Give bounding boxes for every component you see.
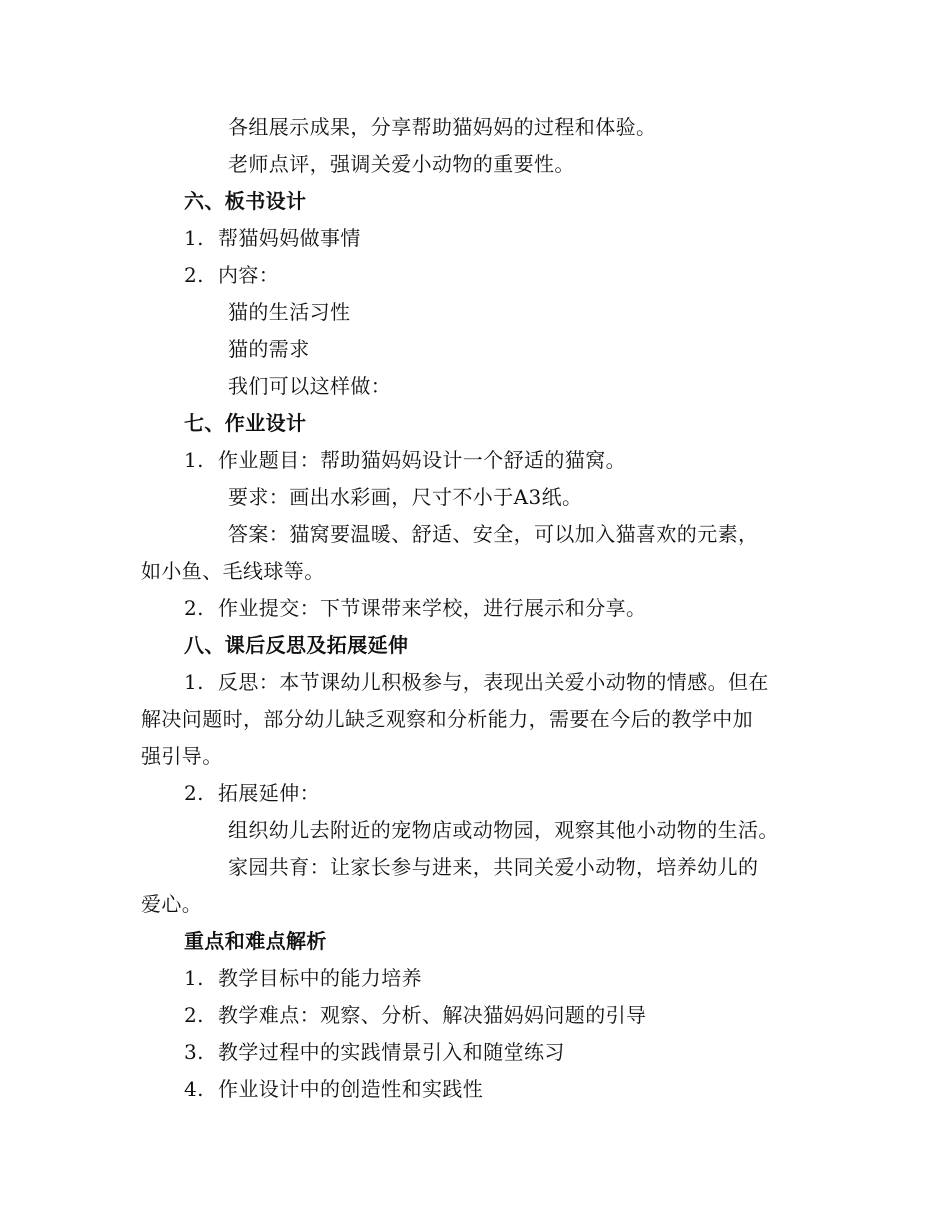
analysis-item-3: [184, 1038, 565, 1066]
list-number: 2.: [184, 1003, 204, 1027]
list-item-text: 作业提交：下节课带来学校，进行展示和分享。: [218, 596, 647, 620]
section-8-item-1-line-2: 解决问题时，部分幼儿缺乏观察和分析能力，需要在今后的教学中加: [141, 707, 753, 731]
list-item-text: 帮猫妈妈做事情: [218, 226, 361, 250]
list-item-text: 作业题目：帮助猫妈妈设计一个舒适的猫窝。: [218, 448, 626, 472]
section-6-sub-3: 我们可以这样做：: [228, 374, 392, 398]
list-item-text: 教学过程中的实践情景引入和随堂练习: [218, 1040, 565, 1064]
list-number: 4.: [184, 1077, 204, 1101]
list-number: 2.: [184, 781, 204, 805]
list-number: 2.: [184, 263, 204, 287]
list-item-text: 作业设计中的创造性和实践性: [218, 1077, 484, 1101]
section-8-item-1-line-3: 强引导。: [141, 744, 223, 768]
section-8-sub-2-line-2: 爱心。: [141, 892, 203, 916]
section-6-heading: 六、板书设计: [184, 189, 307, 213]
intro-line-1: 各组展示成果，分享帮助猫妈妈的过程和体验。: [228, 115, 657, 139]
list-item-text: 拓展延伸：: [218, 781, 320, 805]
list-number: 3.: [184, 1040, 204, 1064]
list-item-text: 教学难点：观察、分析、解决猫妈妈问题的引导: [218, 1003, 647, 1027]
intro-line-2: 老师点评，强调关爱小动物的重要性。: [228, 152, 575, 176]
list-item-text: 反思：本节课幼儿积极参与，表现出关爱小动物的情感。但在: [218, 670, 769, 694]
section-6-item-1: [184, 224, 361, 252]
list-number: 1.: [184, 966, 204, 990]
analysis-item-2: [184, 1001, 646, 1029]
section-7-heading: 七、作业设计: [184, 411, 307, 435]
list-number: 1.: [184, 448, 204, 472]
section-7-requirement: 要求：画出水彩画，尺寸不小于A3纸。: [228, 485, 583, 509]
section-7-answer-line-2: 如小鱼、毛线球等。: [141, 559, 325, 583]
section-6-sub-2: 猫的需求: [228, 337, 310, 361]
section-8-sub-1: 组织幼儿去附近的宠物店或动物园，观察其他小动物的生活。: [228, 818, 779, 842]
section-8-item-1-line-1: [184, 668, 769, 696]
analysis-item-4: [184, 1075, 483, 1103]
section-8-heading: 八、课后反思及拓展延伸: [184, 633, 409, 657]
section-6-item-2: [184, 261, 279, 289]
section-8-sub-2-line-1: 家园共育：让家长参与进来，共同关爱小动物，培养幼儿的: [228, 855, 759, 879]
section-8-item-2: [184, 779, 320, 807]
list-number: 1.: [184, 670, 204, 694]
analysis-item-1: [184, 964, 422, 992]
list-item-text: 内容：: [218, 263, 280, 287]
list-number: 1.: [184, 226, 204, 250]
section-7-answer-line-1: 答案：猫窝要温暖、舒适、安全，可以加入猫喜欢的元素，: [228, 522, 759, 546]
section-7-item-1: [184, 446, 626, 474]
section-7-item-2: [184, 594, 646, 622]
analysis-heading: 重点和难点解析: [184, 929, 327, 953]
list-item-text: 教学目标中的能力培养: [218, 966, 422, 990]
list-number: 2.: [184, 596, 204, 620]
section-6-sub-1: 猫的生活习性: [228, 300, 351, 324]
